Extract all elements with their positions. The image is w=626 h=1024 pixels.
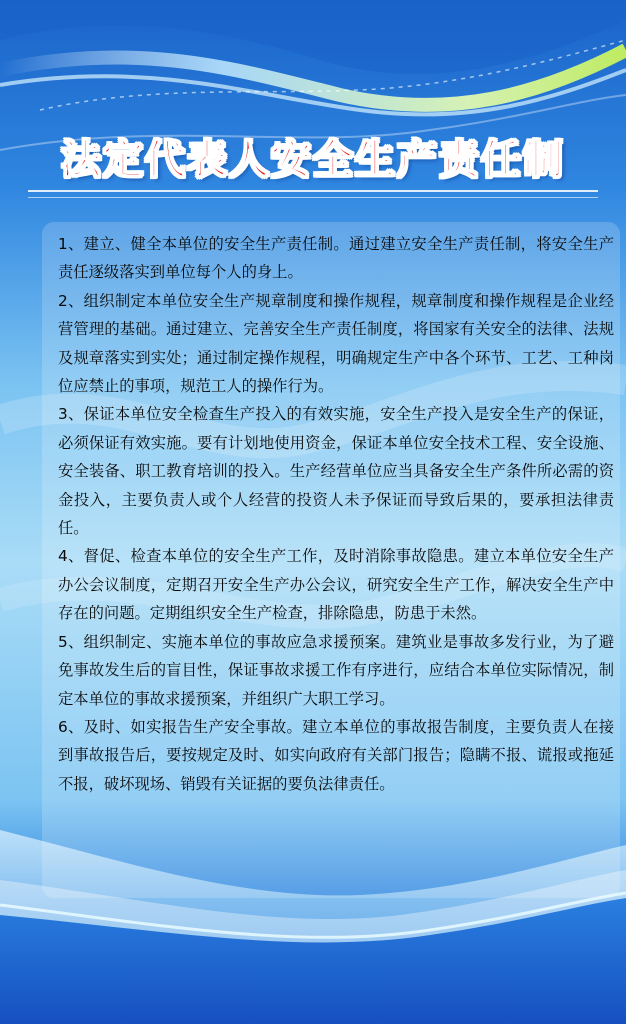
item-text: 组织制定、实施本单位的事故应急求援预案。建筑业是事故多发行业，为了避免事故发生后的盲目性，保证事故求援工作有序进行，应结合本单位实际情况，制定本单位的事故求援预案，并组织广大职工学习。 (58, 632, 614, 708)
item-number: 4、 (58, 547, 84, 566)
item-text: 督促、检查本单位的安全生产工作，及时消除事故隐患。建立本单位安全生产办公会议制度，定期召开安全生产办公会议，研究安全生产工作，解决安全生产中存在的问题。定期组织安全生产检查，排除隐患，防患于未然。 (58, 547, 614, 623)
item-number: 2、 (58, 291, 84, 310)
item-text: 保证本单位安全检查生产投入的有效实施，安全生产投入是安全生产的保证，必须保证有效实施。要有计划地使用资金，保证本单位安全技术工程、安全设施、安全装备、职工教育培训的投入。生产经营单位应当具备安全生产条件所必需的资金投入，主要负责人或个人经营的投资人未予保证而导致后果的，要承担法律责任。 (58, 405, 614, 538)
list-item (58, 287, 614, 401)
responsibility-list (58, 230, 614, 798)
list-item (58, 713, 614, 798)
item-text: 建立、健全本单位的安全生产责任制。通过建立安全生产责任制，将安全生产责任逐级落实到单位每个人的身上。 (58, 235, 614, 282)
list-item (58, 628, 614, 713)
list-item (58, 542, 614, 627)
item-text: 及时、如实报告生产安全事故。建立本单位的事故报告制度，主要负责人在接到事故报告后，要按规定及时、如实向政府有关部门报告；隐瞒不报、谎报或拖延不报，破坏现场、销毁有关证据的要负法律责任。 (58, 717, 614, 793)
list-item (58, 400, 614, 542)
page-title: 法定代表人安全生产责任制 (61, 137, 565, 183)
item-number: 5、 (58, 632, 84, 651)
item-number: 3、 (58, 405, 84, 424)
list-item (58, 230, 614, 287)
item-text: 组织制定本单位安全生产规章制度和操作规程，规章制度和操作规程是企业经营管理的基础。通过建立、完善安全生产责任制度，将国家有关安全的法律、法规及规章落实到实处；通过制定操作规程，明确规定生产中各个环节、工艺、工种岗位应禁止的事项，规范工人的操作行为。 (58, 291, 614, 396)
title-divider (28, 190, 598, 198)
title-container (0, 128, 626, 185)
item-number: 1、 (58, 235, 84, 253)
item-number: 6、 (58, 717, 84, 736)
